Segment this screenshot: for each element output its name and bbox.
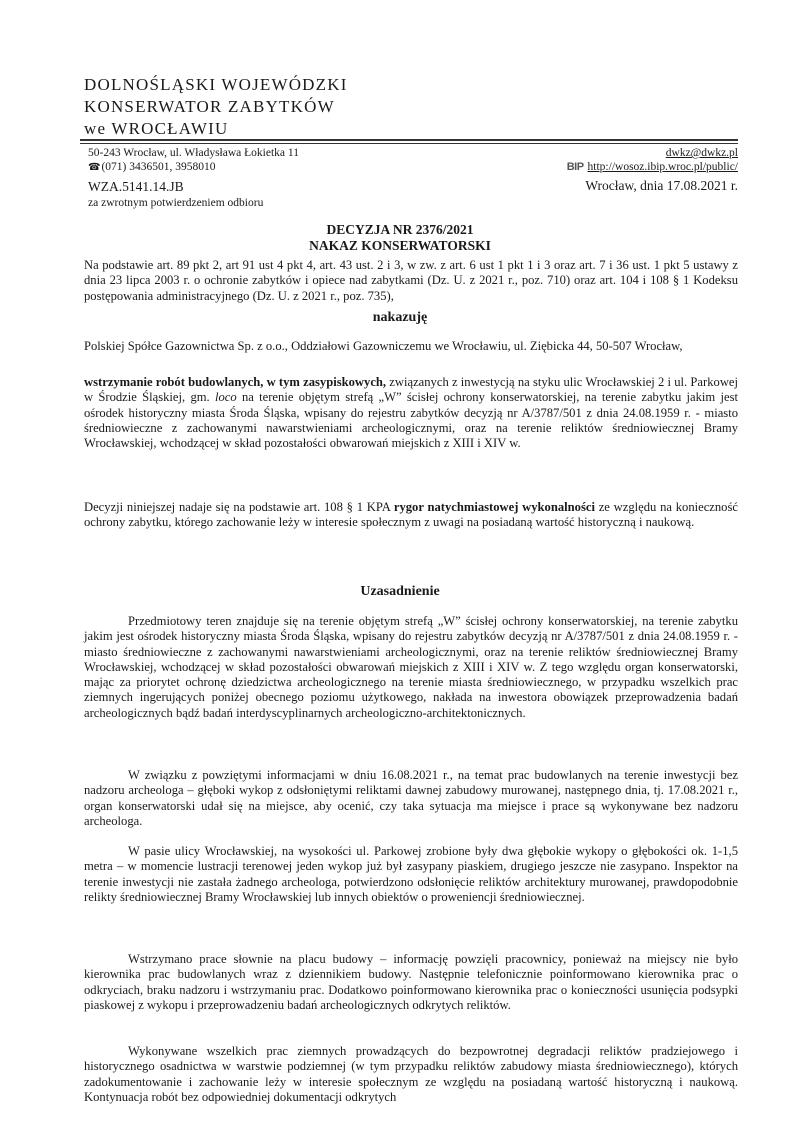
rigor-clause	[84, 500, 738, 531]
justification-paragraph-5: Wykonywane wszelkich prac ziemnych prowadzących do bezpowrotnej degradacji reliktów pradziejowego i historycznego osadnictwa w warstwie podziemnej (w tym przypadku reliktów zabudowy miasta średniowiecznego), których zadokumentowanie i zachowanie leży w interesie społecznym ze względu na posiadaną wartość historyczną i naukową. Kontynuacja robót bez odpowiedniej dokumentacji odkrytych	[84, 1044, 738, 1104]
order-bold: wstrzymanie robót budowlanych, w tym zasypiskowych,	[84, 375, 387, 389]
institution-line-2: KONSERWATOR ZABYTKÓW	[84, 97, 335, 116]
phone-icon: ☎	[88, 162, 101, 173]
document-date: Wrocław, dnia 17.08.2021 r.	[585, 178, 738, 193]
contact-block	[567, 146, 738, 174]
rigor-text-1: Decyzji niniejszej nadaje się na podstawie art. 108 § 1 KPA	[84, 500, 394, 514]
rigor-text-2: ze względu na konieczność ochrony zabytku, którego zachowanie leży w interesie społecznym z uwagi na posiadaną wartość historyczną i naukową.	[84, 500, 738, 530]
justification-paragraph-4: Wstrzymano prace słownie na placu budowy – informację powzięli pracownicy, ponieważ na miejscy nie było kierownika prac budowlanych wraz z dziennikiem budowy. Następnie telefonicznie poinformowano kierownika prac o odkryciach, braku nadzoru i wstrzymaniu prac. Dodatkowo poinformowano kierownika prac o konieczności usunięcia podsypki piaskowej z wykopu i przeprowadzeniu badań archeologicznych odkrytych reliktów.	[84, 952, 738, 1012]
decision-subtitle: NAKAZ KONSERWATORSKI	[309, 238, 491, 253]
decision-title: DECYZJA NR 2376/2021	[326, 222, 474, 237]
legal-basis: Na podstawie art. 89 pkt 2, art 91 ust 4 pkt 4, art. 43 ust. 2 i 3, w zw. z art. 6 ust 1 pkt 1 i 3 oraz art. 7 i 36 ust. 1 pkt 5 ustawy z dnia 23 lipca 2003 r. o ochronie zabytków i opiece nad zabytkami (Dz. U. z 2021 r., poz. 710) oraz art. 104 i 108 § 1 Kodeksu postępowania administracyjnego (Dz. U. z 2021 r., poz. 735),	[84, 258, 738, 303]
email-link[interactable]: dwkz@dwkz.pl	[665, 147, 738, 159]
order-word: nakazuję	[372, 310, 428, 325]
delivery-note: za zwrotnym potwierdzeniem odbioru	[88, 197, 264, 209]
institution-line-1: DOLNOŚLĄSKI WOJEWÓDZKI	[84, 75, 348, 94]
justification-paragraph-3: W pasie ulicy Wrocławskiej, na wysokości ul. Parkowej zrobione były dwa głębokie wykopy o głębokości ok. 1-1,5 metra – w momencie lustracji terenowej jeden wykop już był zasypany piaskiem, drugiego jeszcze nie zasypano. Inspektor na terenie inwestycji nie zastała żadnego archeologa, potwierdzono odsłonięcie reliktów architektury murowanej, prawdopodobnie relikty średniowiecznej Bramy Wrocławskiej lub innych obiektów o proweniencji średniowiecznej.	[84, 844, 738, 904]
header-divider-thick	[80, 139, 738, 141]
institution-line-3: we WROCŁAWIU	[84, 119, 229, 138]
bip-link[interactable]: http://wosoz.ibip.wroc.pl/public/	[587, 161, 738, 173]
case-signature: WZA.5141.14.JB	[88, 179, 184, 194]
justification-paragraph-2: W związku z powziętymi informacjami w dniu 16.08.2021 r., na temat prac budowlanych na terenie inwestycji bez nadzoru archeologa – głęboki wykop z odsłoniętymi reliktami dawnej zabudowy murowanej, następnego dnia, tj. 17.08.2021 r., organ konserwatorski udał się na miejsce, aby ocenić, czy taka sytuacja ma miejsce i prace są wykonywane bez nadzoru archeologa.	[84, 768, 738, 828]
order-text-2: na terenie objętym strefą „W” ścisłej ochrony konserwatorskiej, na terenie zabytku jakim jest ośrodek historyczny miasta Środa Śląska, wpisany do rejestru zabytków decyzją nr A/3787/501 z dnia 24.08.1959 r. - miasto średniowieczne z zachowanymi nawarstwieniami archeologicznymi, oraz na terenie reliktów średniowiecznej Bramy Wrocławskiej, wchodzącej w skład pozostałości obwarowań miejskich z XIII i XIV w.	[84, 390, 738, 451]
phone-number: (071) 3436501, 3958010	[101, 161, 216, 173]
institution-name	[84, 74, 348, 140]
order-text-1: związanych z inwestycją na styku ulic Wrocławskiej 2 i ul. Parkowej w Środzie Śląskiej, gm.	[84, 375, 738, 405]
bip-logo-icon: BIP	[566, 161, 584, 173]
order-loco: loco	[215, 390, 237, 405]
rigor-bold: rygor natychmiastowej wykonalności	[393, 500, 595, 514]
postal-address: 50-243 Wrocław, ul. Władysława Łokietka 11	[88, 147, 299, 159]
addressee: Polskiej Spółce Gazownictwa Sp. z o.o., Oddziałowi Gazowniczemu we Wrocławiu, ul. Ziębicka 44, 50-507 Wrocław,	[84, 339, 683, 353]
header-divider-thin	[80, 143, 738, 144]
address-block	[88, 146, 299, 175]
justification-paragraph-1: Przedmiotowy teren znajduje się na terenie objętym strefą „W” ścisłej ochrony konserwatorskiej, na terenie zabytku jakim jest ośrodek historyczny miasta Środa Śląska, wpisany do rejestru zabytków decyzją nr A/3787/501 z dnia 24.08.1959 r. - miasto średniowieczne z zachowanymi nawarstwieniami archeologicznymi, oraz na terenie reliktów średniowiecznej Bramy Wrocławskiej, wchodzącej w skład pozostałości obwarowań miejskich z XIII i XIV w. Z tego względu organ konserwatorski, mając za priorytet ochronę dziedzictwa archeologicznego na terenie miasta średniowiecznego, w przypadku wszelkich prac ziemnych ingerujących poniżej obecnego poziomu użytkowego, nakłada na inwestora obowiązek przeprowadzenia badań archeologicznych bądź badań interdyscyplinarnych archeologiczno-architektonicznych.	[84, 614, 738, 720]
order-content	[84, 375, 738, 451]
justification-heading: Uzasadnienie	[360, 584, 440, 599]
